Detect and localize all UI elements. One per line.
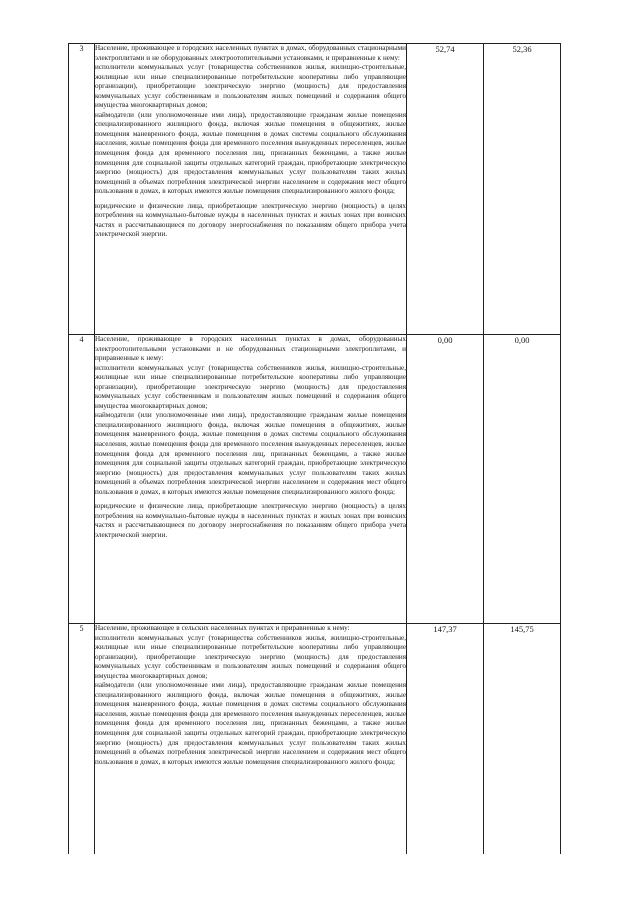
- row-number: 3: [69, 44, 95, 335]
- paragraph: Население, проживающее в городских населенных пунктах в домах, оборудованных стационарными электроплитами и не оборудованных электроотопительными установками, и приравненные к нему:: [95, 44, 406, 62]
- row-description: [95, 335, 407, 624]
- row-description: [95, 44, 407, 335]
- tariff-table: [68, 43, 561, 854]
- tariff-value-1: 0,00: [407, 335, 484, 624]
- tariff-value-1: 52,74: [407, 44, 484, 335]
- paragraph: Население, проживающее в городских населенных пунктах в домах, оборудованных электроотопительными установками и не оборудованных стационарными электроплитами, и приравненные к нему:: [95, 335, 406, 363]
- tariff-value-1: 147,37: [407, 624, 484, 855]
- paragraph: юридические и физические лица, приобретающие электрическую энергию (мощность) в целях потребления на коммунально-бытовые нужды в населенных пунктах и жилых зонах при воинских частях и рассчитывающиеся по договору энергоснабжения по показаниям общего прибора учета электрической энергии.: [95, 201, 406, 239]
- tariff-value-2: 52,36: [484, 44, 561, 335]
- paragraph: наймодатели (или уполномоченные ими лица), предоставляющие гражданам жилые помещения специализированного жилищного фонда, включая жилые помещения в общежитиях, жилые помещения маневренного фонда, жилые помещения в домах системы социального обслуживания населения, жилые помещения фонда для временного поселения вынужденных переселенцев, жилые помещения фонда для временного поселения лиц, признанных беженцами, а также жилые помещения для социальной защиты отдельных категорий граждан, приобретающие электрическую энергию (мощность) для предоставления коммунальных услуг пользователям таких жилых помещений в объемах потребления электрической энергии населением и содержания мест общего пользования в домах, в которых имеются жилые помещения специализированного жилого фонда;: [95, 110, 406, 196]
- tariff-value-2: 0,00: [484, 335, 561, 624]
- tariff-value-2: 145,75: [484, 624, 561, 855]
- paragraph: исполнители коммунальных услуг (товарищества собственников жилья, жилищно-строительные, жилищные или иные специализированные потребительские кооперативы либо управляющие организации), приобретающие электрическую энергию (мощность) для предоставления коммунальных услуг собственникам и пользователям жилых помещений и содержания общего имущества многоквартирных домов;: [95, 363, 406, 410]
- paragraph: юридические и физические лица, приобретающие электрическую энергию (мощность) в целях потребления на коммунально-бытовые нужды в населенных пунктах и жилых зонах при воинских частях и рассчитывающиеся по договору энергоснабжения по показаниям общего прибора учета электрической энергии.: [95, 502, 406, 539]
- paragraph: исполнители коммунальных услуг (товарищества собственников жилья, жилищно-строительные, жилищные или иные специализированные потребительские кооперативы либо управляющие организации), приобретающие электрическую энергию (мощность) для предоставления коммунальных услуг собственникам и пользователям жилых помещений и содержания общего имущества многоквартирных домов;: [95, 633, 406, 680]
- table-row: [69, 624, 561, 855]
- table-row: [69, 335, 561, 624]
- row-description: [95, 624, 407, 855]
- paragraph: Население, проживающее в сельских населенных пунктах и приравненные к нему:: [95, 624, 350, 632]
- row-number: 5: [69, 624, 95, 855]
- paragraph: исполнители коммунальных услуг (товарищества собственников жилья, жилищно-строительные, жилищные или иные специализированные потребительские кооперативы либо управляющие организации), приобретающие электрическую энергию (мощность) для предоставления коммунальных услуг собственникам и пользователям жилых помещений и содержания общего имущества многоквартирных домов;: [95, 63, 406, 110]
- paragraph: наймодатели (или уполномоченные ими лица), предоставляющие гражданам жилые помещения специализированного жилищного фонда, включая жилые помещения в общежитиях, жилые помещения маневренного фонда, жилые помещения в домах системы социального обслуживания населения, жилые помещения фонда для временного поселения вынужденных переселенцев, жилые помещения фонда для временного поселения лиц, признанных беженцами, а также жилые помещения для социальной защиты отдельных категорий граждан, приобретающие электрическую энергию (мощность) для предоставления коммунальных услуг пользователям таких жилых помещений в объемах потребления электрической энергии населением и содержания мест общего пользования в домах, в которых имеются жилые помещения специализированного жилого фонда;: [95, 681, 406, 766]
- table-row: [69, 44, 561, 335]
- paragraph: наймодатели (или уполномоченные ими лица), предоставляющие гражданам жилые помещения специализированного жилищного фонда, включая жилые помещения в общежитиях, жилые помещения маневренного фонда, жилые помещения в домах системы социального обслуживания населения, жилые помещения фонда для временного поселения вынужденных переселенцев, жилые помещения фонда для временного поселения лиц, признанных беженцами, а также жилые помещения для социальной защиты отдельных категорий граждан, приобретающие электрическую энергию (мощность) для предоставления коммунальных услуг пользователям таких жилых помещений в объемах потребления электрической энергии населением и содержания мест общего пользования в домах, в которых имеются жилые помещения специализированного жилого фонда;: [95, 411, 406, 496]
- row-number: 4: [69, 335, 95, 624]
